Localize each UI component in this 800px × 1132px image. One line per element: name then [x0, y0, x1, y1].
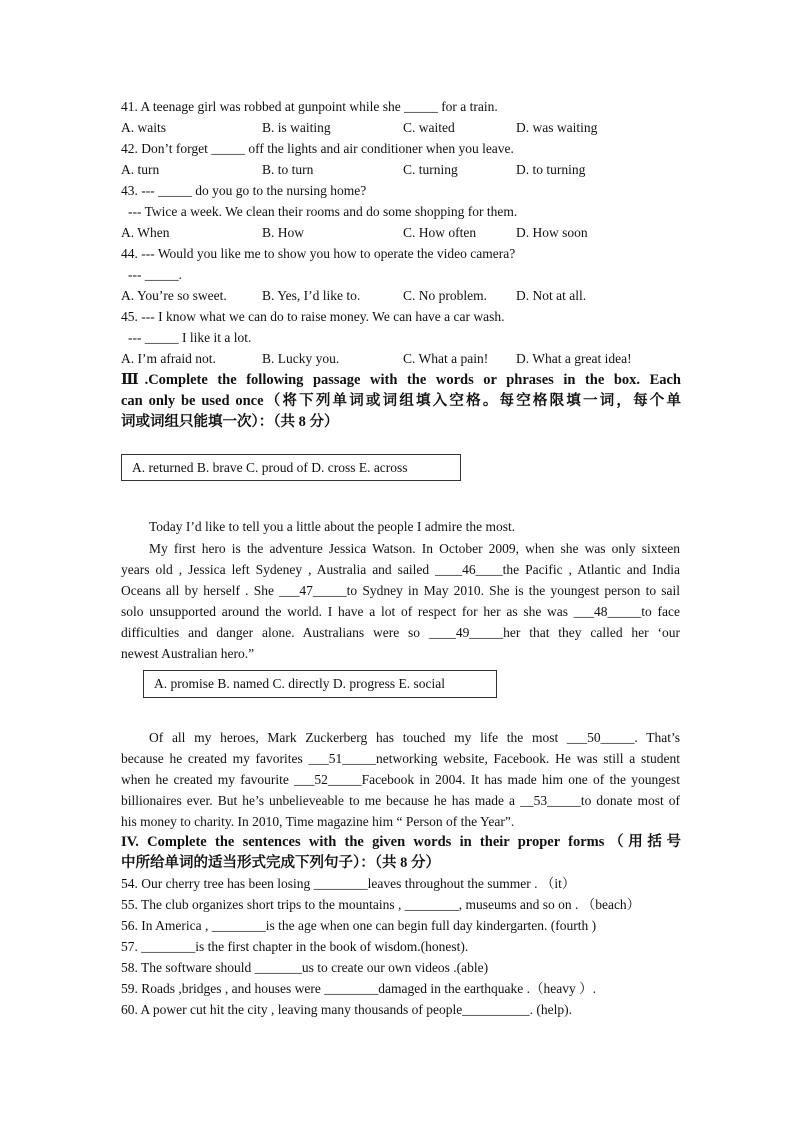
q44-option-a: A. You’re so sweet.	[121, 288, 227, 303]
question-60: 60. A power cut hit the city , leaving many thousands of people__________. (help).	[121, 1002, 573, 1017]
question-57: 57. ________is the first chapter in the book of wisdom.(honest).	[121, 939, 469, 954]
q45-option-c: C. What a pain!	[403, 351, 489, 366]
q44-option-b: B. Yes, I’d like to.	[262, 288, 361, 303]
question-45-stem: 45. --- I know what we can do to raise money. We can have a car wash.	[121, 309, 505, 324]
q43-option-d: D. How soon	[516, 225, 588, 240]
q41-option-c: C. waited	[403, 120, 455, 135]
section-4-heading-line-1: IV. Complete the sentences with the given words in their proper forms（用括号	[121, 834, 681, 850]
q42-option-b: B. to turn	[262, 162, 314, 177]
q43-option-a: A. When	[121, 225, 170, 240]
question-45-reply: --- _____ I like it a lot.	[128, 330, 252, 345]
question-59: 59. Roads ,bridges , and houses were ________damaged in the earthquake .（heavy ）.	[121, 981, 597, 996]
paragraph-2-line: newest Australian hero.”	[121, 646, 255, 661]
question-43-reply: --- Twice a week. We clean their rooms and do some shopping for them.	[128, 204, 518, 219]
question-44-reply: --- _____.	[128, 267, 182, 282]
q42-option-a: A. turn	[121, 162, 160, 177]
q41-option-d: D. was waiting	[516, 120, 598, 135]
q44-option-c: C. No problem.	[403, 288, 487, 303]
passage-intro: Today I’d like to tell you a little about the people I admire the most.	[149, 519, 516, 534]
paragraph-2-line: solo unsupported around the world. I have a lot of respect for her as she was ___48_____to face	[121, 604, 680, 619]
passage-paragraph-2	[121, 538, 680, 664]
q45-option-a: A. I’m afraid not.	[121, 351, 216, 366]
paragraph-3-line: because he created my favorites ___51_____networking website, Facebook. He was still a student	[121, 751, 680, 766]
question-58: 58. The software should _______us to create our own videos .(able)	[121, 960, 489, 975]
paragraph-2-line: years old , Jessica left Sydeney , Australia and sailed ____46____the Pacific , Atlantic and India	[121, 562, 680, 577]
question-56: 56. In America , ________is the age when one can begin full day kindergarten. (fourth )	[121, 918, 597, 933]
q43-option-b: B. How	[262, 225, 305, 240]
section-3-heading-line-2: can only be used once（将下列单词或词组填入空格。每空格限填一词，每个单	[121, 393, 681, 409]
q41-option-a: A. waits	[121, 120, 166, 135]
word-box-2: A. promise B. named C. directly D. progress E. social	[143, 670, 497, 698]
q42-option-c: C. turning	[403, 162, 458, 177]
question-55: 55. The club organizes short trips to the mountains , ________, museums and so on . （beach）	[121, 897, 641, 912]
q41-option-b: B. is waiting	[262, 120, 331, 135]
question-44-stem: 44. --- Would you like me to show you how to operate the video camera?	[121, 246, 516, 261]
section-4-heading-line-2: 中所给单词的适当形式完成下列句子）：（共 8 分）	[121, 855, 440, 871]
section-3-heading-line-3: 词或词组只能填一次）：（共 8 分）	[121, 414, 339, 430]
q45-option-b: B. Lucky you.	[262, 351, 340, 366]
q43-option-c: C. How often	[403, 225, 477, 240]
paragraph-2-line: Oceans all by herself . She ___47_____to Sydney in May 2010. She is the youngest person to sail	[121, 583, 680, 598]
paragraph-3-line: his money to charity. In 2010, Time magazine him “ Person of the Year”.	[121, 814, 515, 829]
question-41-stem: 41. A teenage girl was robbed at gunpoint while she _____ for a train.	[121, 99, 498, 114]
section-3-heading-line-1: Ⅲ.Complete the following passage with the words or phrases in the box. Each	[121, 372, 681, 388]
question-54: 54. Our cherry tree has been losing ________leaves throughout the summer . （it）	[121, 876, 576, 891]
q44-option-d: D. Not at all.	[516, 288, 587, 303]
passage-paragraph-3	[121, 727, 680, 832]
q42-option-d: D. to turning	[516, 162, 586, 177]
question-43-stem: 43. --- _____ do you go to the nursing home?	[121, 183, 367, 198]
question-42-stem: 42. Don’t forget _____ off the lights and air conditioner when you leave.	[121, 141, 514, 156]
paragraph-2-line: My first hero is the adventure Jessica Watson. In October 2009, when she was only sixteen	[149, 541, 680, 556]
paragraph-3-line: billionaires ever. But he’s unbelieveable to me because he has made a __53_____to donate most of	[121, 793, 680, 808]
word-box-1: A. returned B. brave C. proud of D. cross E. across	[121, 454, 461, 481]
paragraph-2-line: difficulties and danger alone. Australians were so ____49_____her that they called her ‘our	[121, 625, 680, 640]
paragraph-3-line: when he created my favourite ___52_____Facebook in 2004. It has made him one of the youngest	[121, 772, 680, 787]
q45-option-d: D. What a great idea!	[516, 351, 632, 366]
paragraph-3-line: Of all my heroes, Mark Zuckerberg has touched my life the most ___50_____. That’s	[149, 730, 680, 745]
